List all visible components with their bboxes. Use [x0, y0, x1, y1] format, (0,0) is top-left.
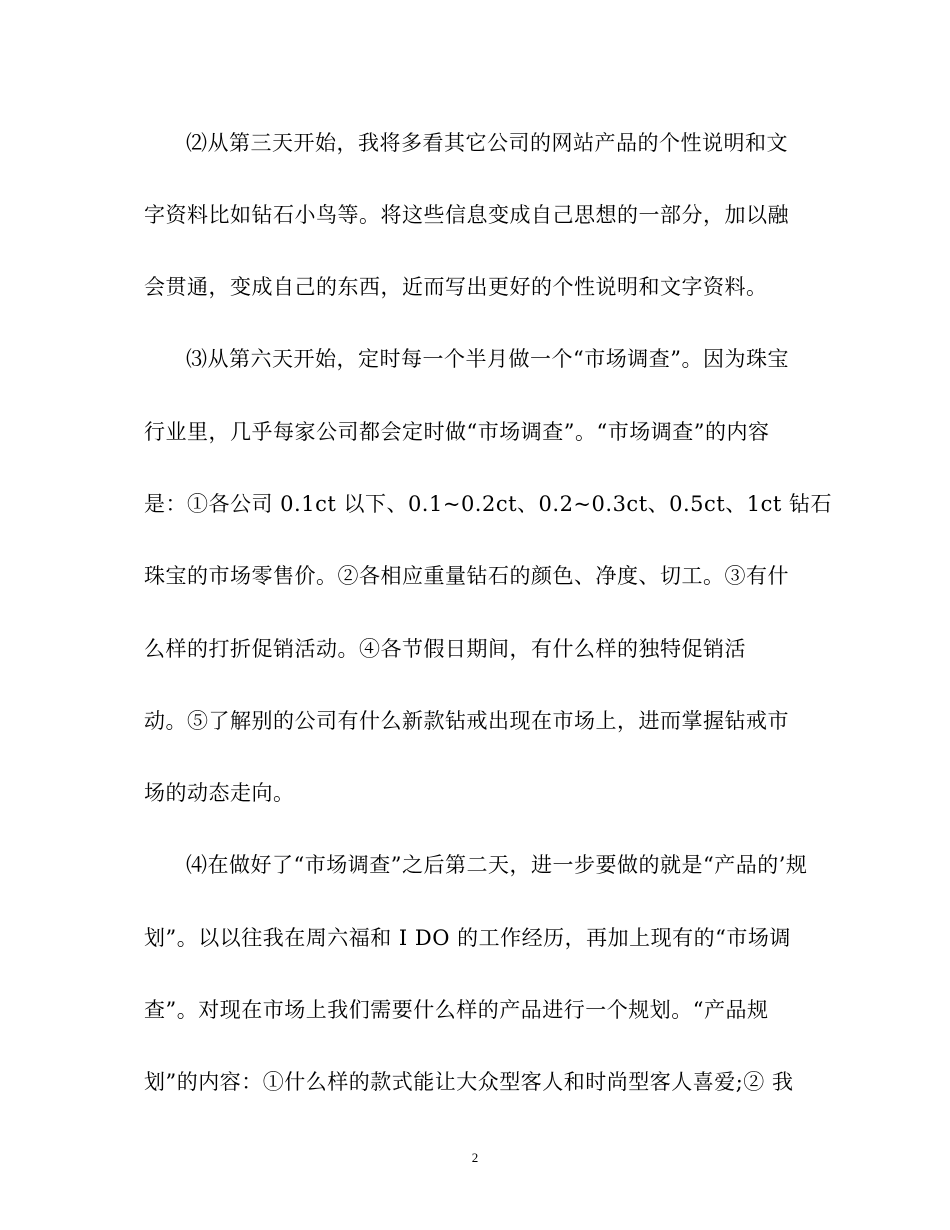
paragraph-line: 珠宝的市场零售价。②各相应重量钻石的颜色、净度、切工。③有什 — [144, 564, 789, 588]
paragraph-line: 动。⑤了解别的公司有什么新款钻戒出现在市场上，进而掌握钻戒市 — [144, 709, 789, 733]
paragraph-line: 会贯通，变成自己的东西，近而写出更好的个性说明和文字资料。 — [144, 275, 768, 299]
page-number: 2 — [471, 1150, 479, 1165]
paragraph-line: 是：①各公司 0.1ct 以下、0.1~0.2ct、0.2~0.3ct、0.5ct、1ct 钻石 — [144, 492, 832, 516]
paragraph-line: ⑶从第六天开始，定时每一个半月做一个“市场调查”。因为珠宝 — [186, 347, 789, 371]
paragraph-line: 查”。对现在市场上我们需要什么样的产品进行一个规划。“产品规 — [144, 998, 769, 1022]
paragraph-line: ⑵从第三天开始，我将多看其它公司的网站产品的个性说明和文 — [186, 131, 788, 155]
paragraph-line: ⑷在做好了“市场调查”之后第二天，进一步要做的就是“产品的’规 — [186, 853, 808, 877]
paragraph-line: 行业里，几乎每家公司都会定时做“市场调查”。“市场调查”的内容 — [144, 420, 770, 444]
paragraph-line: 划”的内容：①什么样的款式能让大众型客人和时尚型客人喜爱;② 我 — [144, 1070, 794, 1094]
paragraph-line: 么样的打折促销活动。④各节假日期间，有什么样的独特促销活 — [144, 637, 746, 661]
paragraph-line: 划”。以以往我在周六福和 I DO 的工作经历，再加上现有的“市场调 — [144, 926, 791, 950]
paragraph-line: 场的动态走向。 — [144, 781, 295, 805]
paragraph-line: 字资料比如钻石小鸟等。将这些信息变成自己思想的一部分，加以融 — [144, 203, 789, 227]
